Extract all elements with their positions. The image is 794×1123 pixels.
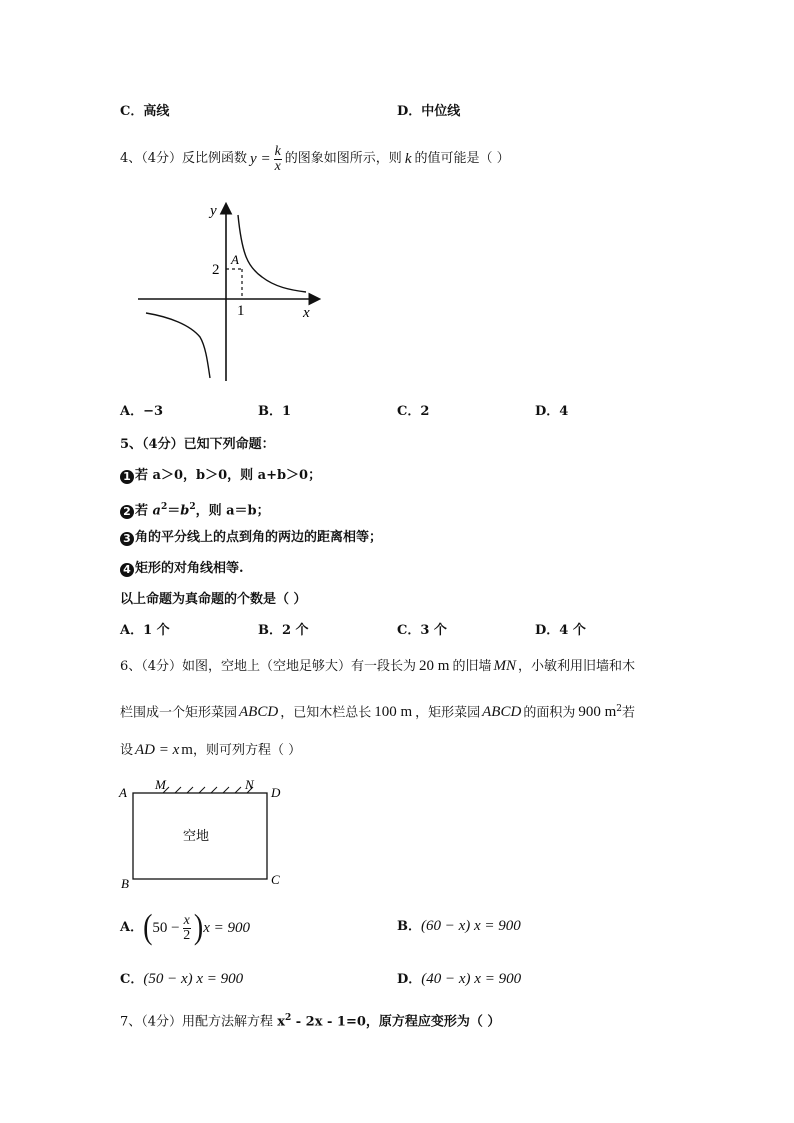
q5-p3-text: 角的平分线上的点到角的两边的距离相等； [135,530,383,545]
q4-hyperbola-graph [130,195,330,385]
q6-l1-mn: MN [493,658,516,674]
q5-option-b: B．2 个 [258,623,309,638]
q6-l2-area: 900 m [578,704,617,721]
q5-p2-post: ，则 a＝b； [195,503,270,519]
circled-number-1: 1 [120,470,134,484]
q4-option-b: B．1 [258,404,292,419]
q6-l3-a: 设 [120,743,134,758]
circled-number-3: 3 [120,532,134,546]
vertex-c-label: C [271,872,280,887]
q6-l1-len: 20 m [419,658,450,674]
q4-frac-den: x [274,158,281,174]
q5-proposition-2 [120,498,270,520]
branch-third-quadrant [146,313,210,378]
q6-l2-sup: 2 [616,704,622,714]
q6-l2-d: 的面积为 [523,705,576,721]
q5-p2-eq: ＝ [167,503,181,519]
q7-eq-x: x [277,1014,285,1030]
q4-option-c: C．2 [397,404,430,419]
q6-option-a-fraction [183,914,191,943]
q5-question: 以上命题为真命题的个数是（ ） [120,592,307,607]
q5-option-c: C．3 个 [397,623,447,638]
q6-option-a-paren-open: ( [143,908,153,947]
q6-option-b-label: B． [397,919,421,934]
q5-p1-text: 若 a＞0，b＞0，则 a+b＞0； [135,468,322,483]
q4-option-d: D．4 [535,404,569,419]
q6-option-a-paren-close: ) [193,908,204,947]
q6-line-2 [120,700,635,722]
q6-l1-c: ，小敏利用旧墙和木 [517,659,635,674]
q3-option-c: C．高线 [120,104,170,119]
vertex-b-label: B [121,876,129,891]
q5-proposition-3 [120,529,382,547]
q4-fraction [274,145,282,174]
q7-text-a: 7、（4分）用配方法解方程 [120,1014,278,1030]
q5-stem: 5、（4分）已知下列命题： [120,437,275,452]
q4-y-eq: y = [250,151,271,167]
q6-option-d [397,970,521,989]
q4-prefix: 4、（4分）反比例函数 [120,151,248,166]
q4-frac-num: k [274,143,281,159]
q6-l2-b: ，已知木栏总长 [280,705,372,721]
point-a-label: A [231,252,239,267]
x-axis-label: x [303,305,310,321]
q5-p2-a: a [152,503,161,519]
q6-option-c-expr: (50 − x) x = 900 [143,971,244,987]
q5-p4-text: 矩形的对角线相等. [135,561,244,576]
q6-option-c [120,970,243,989]
q5-proposition-4 [120,560,244,578]
q6-l2-c: ，矩形菜园 [415,705,481,721]
circled-number-2: 2 [120,505,134,519]
q4-suffix: 的值可能是（ ） [414,151,510,166]
vertex-a-label: A [119,785,127,800]
q6-l2-len: 100 m [374,704,413,721]
branch-first-quadrant [238,215,306,292]
y-axis-label: y [210,203,217,219]
q4-stem [120,141,510,177]
q4-k: k [404,151,412,167]
q6-option-a-right: x = 900 [203,920,250,936]
q6-option-a [120,906,250,950]
tick-x-1: 1 [237,303,245,319]
q5-proposition-1 [120,467,321,485]
q5-option-d: D．4 个 [535,623,586,638]
q6-option-a-den: 2 [183,927,191,943]
q6-l2-a: 栏围成一个矩形菜园 [120,705,238,721]
q6-rectangle-figure [115,776,295,891]
q3-option-d: D．中位线 [397,104,461,119]
q6-option-a-label: A． [120,920,144,935]
q6-option-d-expr: (40 − x) x = 900 [421,971,522,987]
q6-option-b [397,917,521,936]
q6-option-c-label: C． [120,972,144,987]
q5-p2-sup2: 2 [189,502,196,512]
q6-option-a-num: x [183,912,190,928]
q6-line-3 [120,741,301,760]
point-m-label: M [155,777,166,792]
vertex-d-label: D [271,785,281,800]
point-n-label: N [245,777,254,792]
q6-option-d-label: D． [397,972,422,987]
q6-option-a-left: 50 − [152,920,180,936]
q5-p2-pre: 若 [135,503,153,519]
q6-l2-e: 若 [621,705,635,721]
circled-number-4: 4 [120,563,134,577]
q6-l1-b: 的旧墙 [452,659,492,674]
q6-l3-m: m [181,742,193,758]
q7-eq-rest: - 2x - 1=0，原方程应变形为（ ） [291,1014,501,1030]
q4-option-a: A．−3 [120,404,164,419]
q6-l3-eq: AD = x [135,742,180,758]
tick-y-2: 2 [212,262,220,278]
q5-option-a: A．1 个 [120,623,170,638]
q6-l1-a: 6、（4分）如图，空地上（空地足够大）有一段长为 [120,659,417,674]
q6-l3-b: ，则可列方程（ ） [192,743,302,758]
empty-land-label: 空地 [183,829,210,844]
q6-option-b-expr: (60 − x) x = 900 [421,918,521,934]
q6-l2-abcd2: ABCD [482,704,522,721]
q4-middle: 的图象如图所示，则 [284,151,402,166]
q6-line-1 [120,657,635,676]
q5-p2-b: b [180,503,190,519]
q6-l2-abcd: ABCD [239,704,279,721]
old-wall-hatching [163,787,253,793]
q5-p2-sup1: 2 [160,502,168,512]
q7-stem [120,1009,500,1031]
q7-eq-sup: 2 [284,1013,292,1023]
